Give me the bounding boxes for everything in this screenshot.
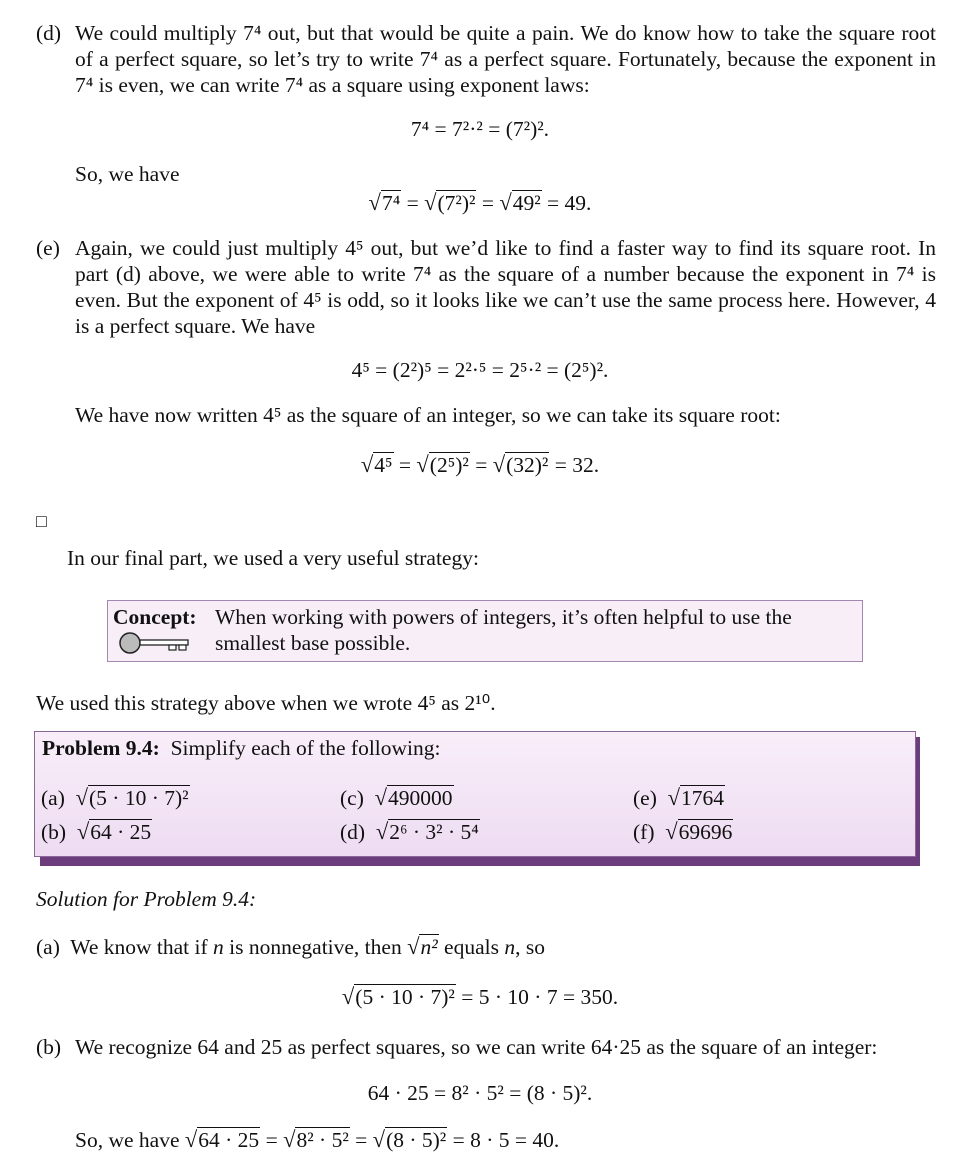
solution-a xyxy=(36,934,545,960)
text: is nonnegative, then xyxy=(223,935,408,959)
part-label: (b) xyxy=(36,1035,62,1059)
sqrt: √n² xyxy=(407,934,438,959)
sqrt: √490000 xyxy=(374,785,453,810)
equation: 64 · 25 = 8² · 5² = (8 · 5)². xyxy=(367,1081,593,1105)
problem-title: Problem 9.4: xyxy=(42,736,160,760)
text: So, we have xyxy=(75,162,180,186)
sqrt: √8² · 5² xyxy=(283,1127,349,1152)
problem-header xyxy=(42,735,441,761)
solution-heading: Solution for Problem 9.4: xyxy=(36,887,257,911)
sqrt: √(8 · 5)² xyxy=(372,1127,447,1152)
text: In our final part, we used a very useful strategy: xyxy=(67,546,479,570)
item-label: (a) xyxy=(41,786,65,810)
problem-item xyxy=(633,819,733,845)
equation: 4⁵ = (2²)⁵ = 2²·⁵ = 2⁵·² = (2⁵)². xyxy=(351,358,609,382)
part-d xyxy=(36,20,936,98)
sqrt: √64 · 25 xyxy=(184,1127,260,1152)
equation: So, we have √64 · 25 = √8² · 5² = √(8 · 5)² = 8 · 5 = 40. xyxy=(75,1127,560,1152)
sqrt: √4⁵ xyxy=(360,452,393,477)
problem-item xyxy=(41,819,152,845)
concept-box xyxy=(107,600,863,662)
concept-text: When working with powers of integers, it’s often helpful to use the smallest base possible. xyxy=(215,605,792,655)
sqrt: √(5 · 10 · 7)² xyxy=(341,984,455,1009)
part-text: Again, we could just multiply 4⁵ out, but we’d like to find a faster way to find its square root. In part (d) above, we were able to write 7⁴ as the square of a number because the exponent in 7⁴ is even. But the exponent of 4⁵ is odd, so it looks like we can’t use the same process here. However, 4 is a perfect square. We have xyxy=(75,236,936,338)
problem-item xyxy=(41,785,190,811)
key-icon xyxy=(117,631,191,655)
result: = 32. xyxy=(549,453,600,477)
item-label: (d) xyxy=(340,820,366,844)
item-label: (b) xyxy=(41,820,67,844)
text: We know that if xyxy=(70,935,214,959)
qed-square-icon: □ xyxy=(36,511,47,531)
part-label: (a) xyxy=(36,935,60,959)
equation: √4⁵ = √(2⁵)² = √(32)² = 32. xyxy=(360,452,600,477)
part-text: We recognize 64 and 25 as perfect squares, so we can write 64·25 as the square of an integer: xyxy=(75,1035,878,1059)
text: , so xyxy=(515,935,545,959)
text: So, we have xyxy=(75,1128,185,1152)
item-label: (f) xyxy=(633,820,655,844)
box-shadow xyxy=(40,857,920,866)
part-label: (e) xyxy=(36,236,60,260)
item-label: (e) xyxy=(633,786,657,810)
item-label: (c) xyxy=(340,786,364,810)
part-e xyxy=(36,235,936,339)
equation: 7⁴ = 7²·² = (7²)². xyxy=(410,117,550,141)
sqrt: √1764 xyxy=(667,785,725,810)
sqrt: √49² xyxy=(499,190,541,215)
sqrt: √(32)² xyxy=(492,452,549,477)
result: = 49. xyxy=(541,191,592,215)
sqrt: √(7²)² xyxy=(424,190,476,215)
variable: n xyxy=(213,935,224,959)
solution-b xyxy=(36,1034,936,1060)
sqrt: √(5 · 10 · 7)² xyxy=(75,785,189,810)
result: = 8 · 5 = 40. xyxy=(447,1128,560,1152)
problem-box xyxy=(34,731,916,857)
problem-prompt: Simplify each of the following: xyxy=(170,736,441,760)
problem-item xyxy=(340,785,454,811)
text: equals xyxy=(438,935,505,959)
sqrt: √69696 xyxy=(665,819,733,844)
variable: n xyxy=(504,935,516,959)
equation: √7⁴ = √(7²)² = √49² = 49. xyxy=(368,190,592,215)
sqrt: √(2⁵)² xyxy=(416,452,469,477)
result: = 5 · 10 · 7 = 350. xyxy=(455,985,619,1009)
sqrt: √7⁴ xyxy=(368,190,401,215)
problem-item xyxy=(340,819,480,845)
part-label: (d) xyxy=(36,21,62,45)
equation xyxy=(0,984,960,1010)
part-text: We could multiply 7⁴ out, but that would be quite a pain. We do know how to take the square root of a perfect square, so let’s try to write 7⁴ as a perfect square. Fortunately, because the exponent in 7⁴ is even, we can write 7⁴ as a square using exponent laws: xyxy=(75,21,936,97)
problem-item xyxy=(633,785,725,811)
sqrt: √2⁶ · 3² · 5⁴ xyxy=(375,819,479,844)
text: We have now written 4⁵ as the square of an integer, so we can take its square root: xyxy=(75,403,781,427)
text: We used this strategy above when we wrote 4⁵ as 2¹⁰. xyxy=(36,691,496,715)
sqrt: √64 · 25 xyxy=(76,819,152,844)
concept-label: Concept: xyxy=(113,605,197,629)
